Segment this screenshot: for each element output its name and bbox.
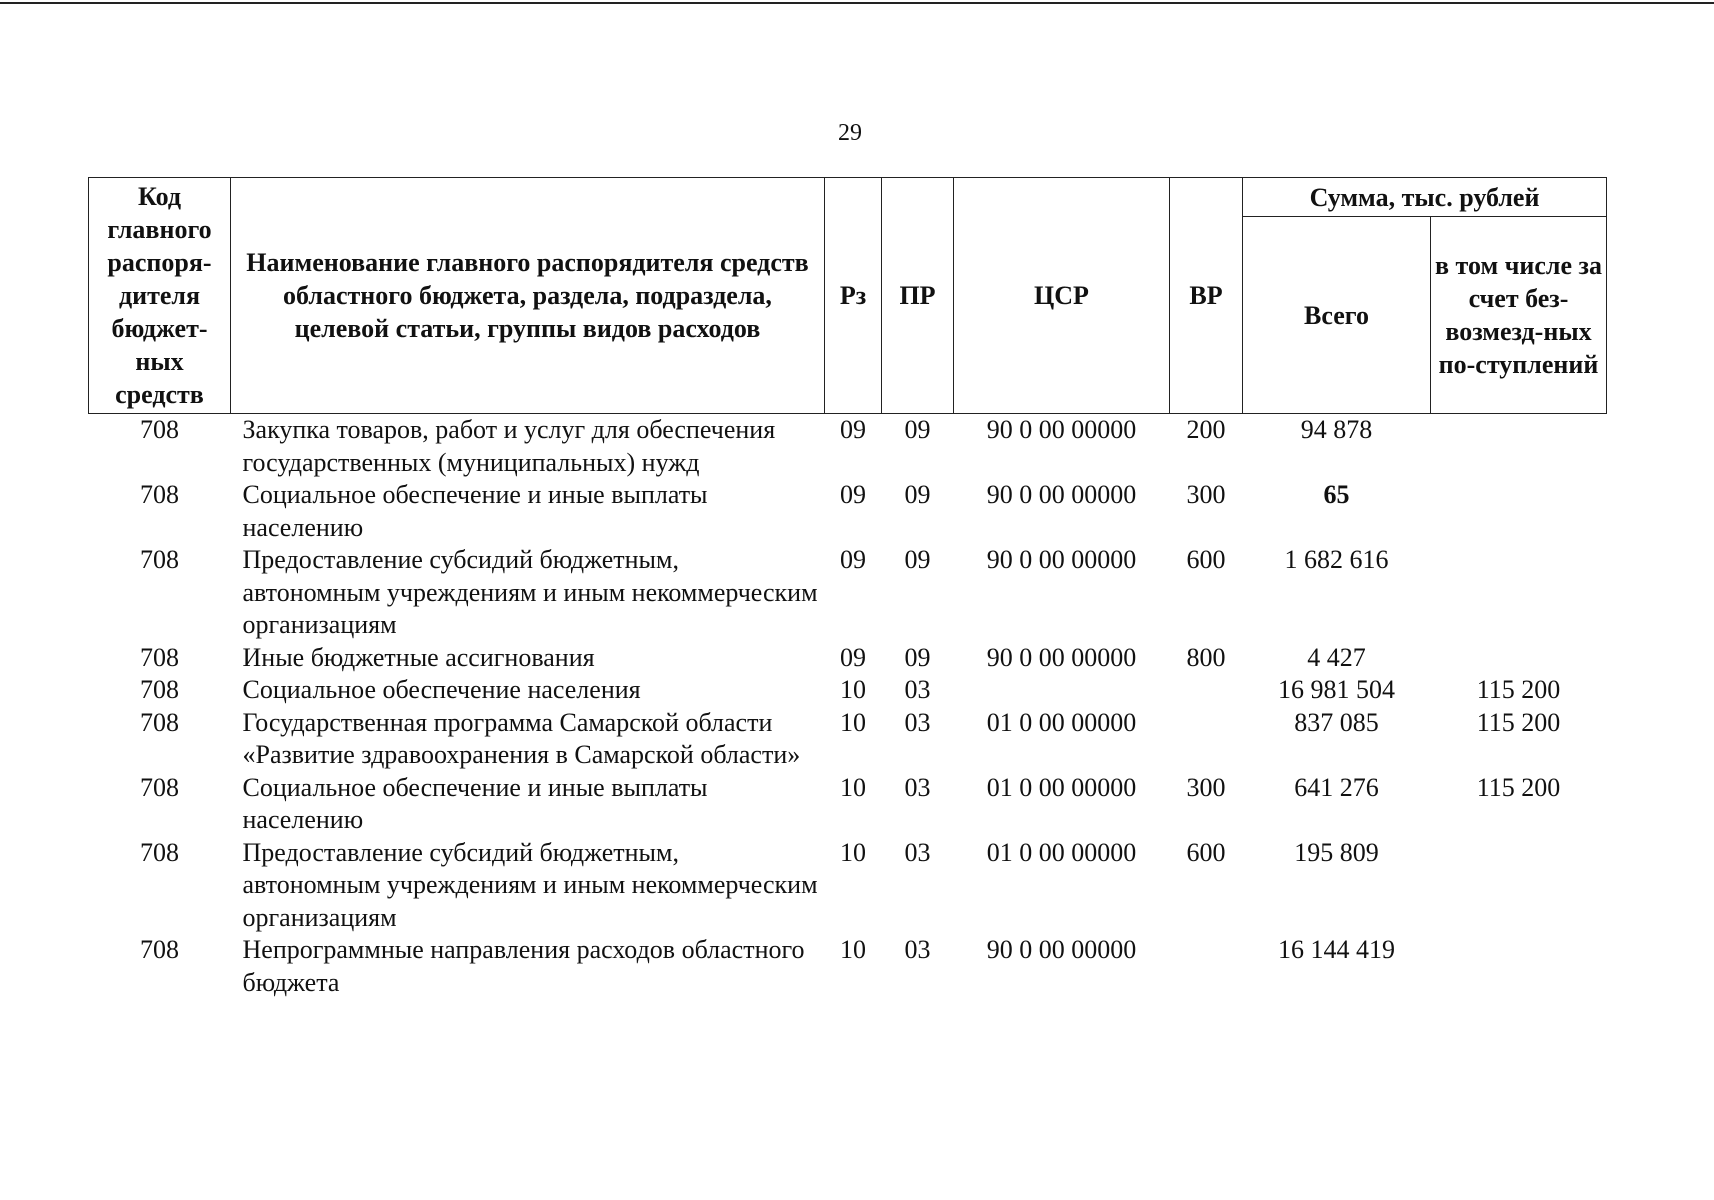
header-free: в том числе за счет без-возмезд-ных по-ступлений: [1431, 217, 1607, 414]
cell-csr: 90 0 00 00000: [986, 545, 1137, 574]
cell-free: [1431, 642, 1607, 675]
table-row: [89, 772, 1607, 837]
cell-vr: 600: [1186, 545, 1226, 574]
cell-code: 708: [140, 675, 179, 704]
header-code: Код главного распоря-дителя бюджет-ных средств: [89, 178, 231, 414]
header-csr: ЦСР: [954, 178, 1170, 414]
cell-csr: 90 0 00 00000: [986, 415, 1137, 444]
cell-csr: 90 0 00 00000: [986, 480, 1137, 509]
table-row: [89, 414, 1607, 480]
header-total: Всего: [1243, 217, 1431, 414]
cell-pr: 03: [904, 837, 931, 867]
cell-csr: 01 0 00 00000: [986, 837, 1137, 867]
cell-pr: 03: [904, 935, 931, 964]
cell-csr: [954, 674, 1170, 707]
cell-total: 1 682 616: [1284, 545, 1389, 574]
cell-name: Социальное обеспечение и иные выплаты населению: [242, 480, 708, 542]
table-row: [89, 642, 1607, 675]
table-row: [89, 479, 1607, 544]
cell-free: [1431, 934, 1607, 999]
cell-pr: 03: [904, 675, 931, 704]
cell-rz: 09: [840, 545, 866, 574]
cell-csr: 01 0 00 00000: [986, 707, 1137, 737]
cell-csr: 90 0 00 00000: [986, 935, 1137, 964]
cell-vr: 300: [1186, 480, 1226, 509]
cell-vr: [1170, 707, 1243, 772]
cell-csr: 90 0 00 00000: [986, 642, 1137, 672]
header-name: Наименование главного распорядителя средств областного бюджета, раздела, подраздела, целевой статьи, группы видов расходов: [231, 178, 825, 414]
table-row: [89, 544, 1607, 642]
cell-name: Иные бюджетные ассигнования: [242, 642, 595, 672]
top-border-line: [0, 2, 1714, 4]
cell-rz: 10: [840, 935, 866, 964]
cell-total: 4 427: [1307, 642, 1366, 672]
cell-pr: 09: [904, 480, 931, 509]
cell-rz: 10: [840, 837, 866, 867]
cell-rz: 09: [840, 480, 866, 509]
cell-code: 708: [140, 772, 179, 802]
table-row: [89, 674, 1607, 707]
cell-name: Непрограммные направления расходов областного бюджета: [242, 935, 805, 997]
header-vr: ВР: [1170, 178, 1243, 414]
cell-total: 94 878: [1300, 415, 1373, 444]
table-row: [89, 707, 1607, 772]
cell-total: 641 276: [1294, 772, 1379, 802]
cell-vr: 200: [1186, 415, 1226, 444]
cell-code: 708: [140, 480, 179, 509]
cell-name: Социальное обеспечение и иные выплаты населению: [242, 772, 708, 834]
table-body: [89, 414, 1607, 1000]
budget-table: [88, 177, 1607, 999]
cell-vr: [1170, 674, 1243, 707]
cell-total: 837 085: [1294, 707, 1379, 737]
cell-free: [1431, 544, 1607, 642]
cell-free: [1431, 837, 1607, 935]
table-header: [89, 178, 1607, 414]
cell-pr: 09: [904, 415, 931, 444]
cell-csr: 01 0 00 00000: [986, 772, 1137, 802]
cell-name: Закупка товаров, работ и услуг для обеспечения государственных (муниципальных) нужд: [242, 415, 776, 477]
cell-name: Предоставление субсидий бюджетным, автономным учреждениям и иным некоммерческим организациям: [242, 545, 818, 639]
cell-rz: 10: [840, 675, 866, 704]
cell-pr: 03: [904, 707, 931, 737]
cell-code: 708: [140, 707, 179, 737]
table-row: [89, 934, 1607, 999]
cell-free: 115 200: [1476, 675, 1561, 704]
cell-total: 195 809: [1294, 837, 1379, 867]
cell-pr: 03: [904, 772, 931, 802]
header-rz: Рз: [825, 178, 882, 414]
cell-name: Государственная программа Самарской области «Развитие здравоохранения в Самарской области»: [242, 707, 801, 769]
cell-free: 115 200: [1476, 772, 1561, 802]
cell-free: [1431, 479, 1607, 544]
cell-code: 708: [140, 642, 179, 672]
cell-vr: [1170, 934, 1243, 999]
cell-code: 708: [140, 837, 179, 867]
cell-total: 16 981 504: [1278, 675, 1395, 704]
header-sum-group: Сумма, тыс. рублей: [1243, 178, 1607, 217]
page-number: 29: [838, 120, 862, 146]
cell-vr: 800: [1186, 642, 1226, 672]
cell-code: 708: [140, 415, 179, 444]
cell-vr: 600: [1186, 837, 1226, 867]
cell-rz: 09: [840, 642, 866, 672]
cell-name: Предоставление субсидий бюджетным, автономным учреждениям и иным некоммерческим организациям: [242, 837, 818, 932]
cell-code: 708: [140, 545, 179, 574]
header-pr: ПР: [882, 178, 954, 414]
cell-rz: 10: [840, 707, 866, 737]
cell-rz: 10: [840, 772, 866, 802]
cell-total: 65: [1323, 480, 1350, 509]
cell-rz: 09: [840, 415, 866, 444]
cell-name: Социальное обеспечение населения: [242, 675, 641, 704]
cell-vr: 300: [1186, 772, 1226, 802]
cell-total: 16 144 419: [1278, 935, 1395, 964]
cell-free: [1431, 414, 1607, 480]
table-row: [89, 837, 1607, 935]
cell-code: 708: [140, 935, 179, 964]
cell-free: 115 200: [1476, 707, 1561, 737]
cell-pr: 09: [904, 545, 931, 574]
cell-pr: 09: [904, 642, 931, 672]
